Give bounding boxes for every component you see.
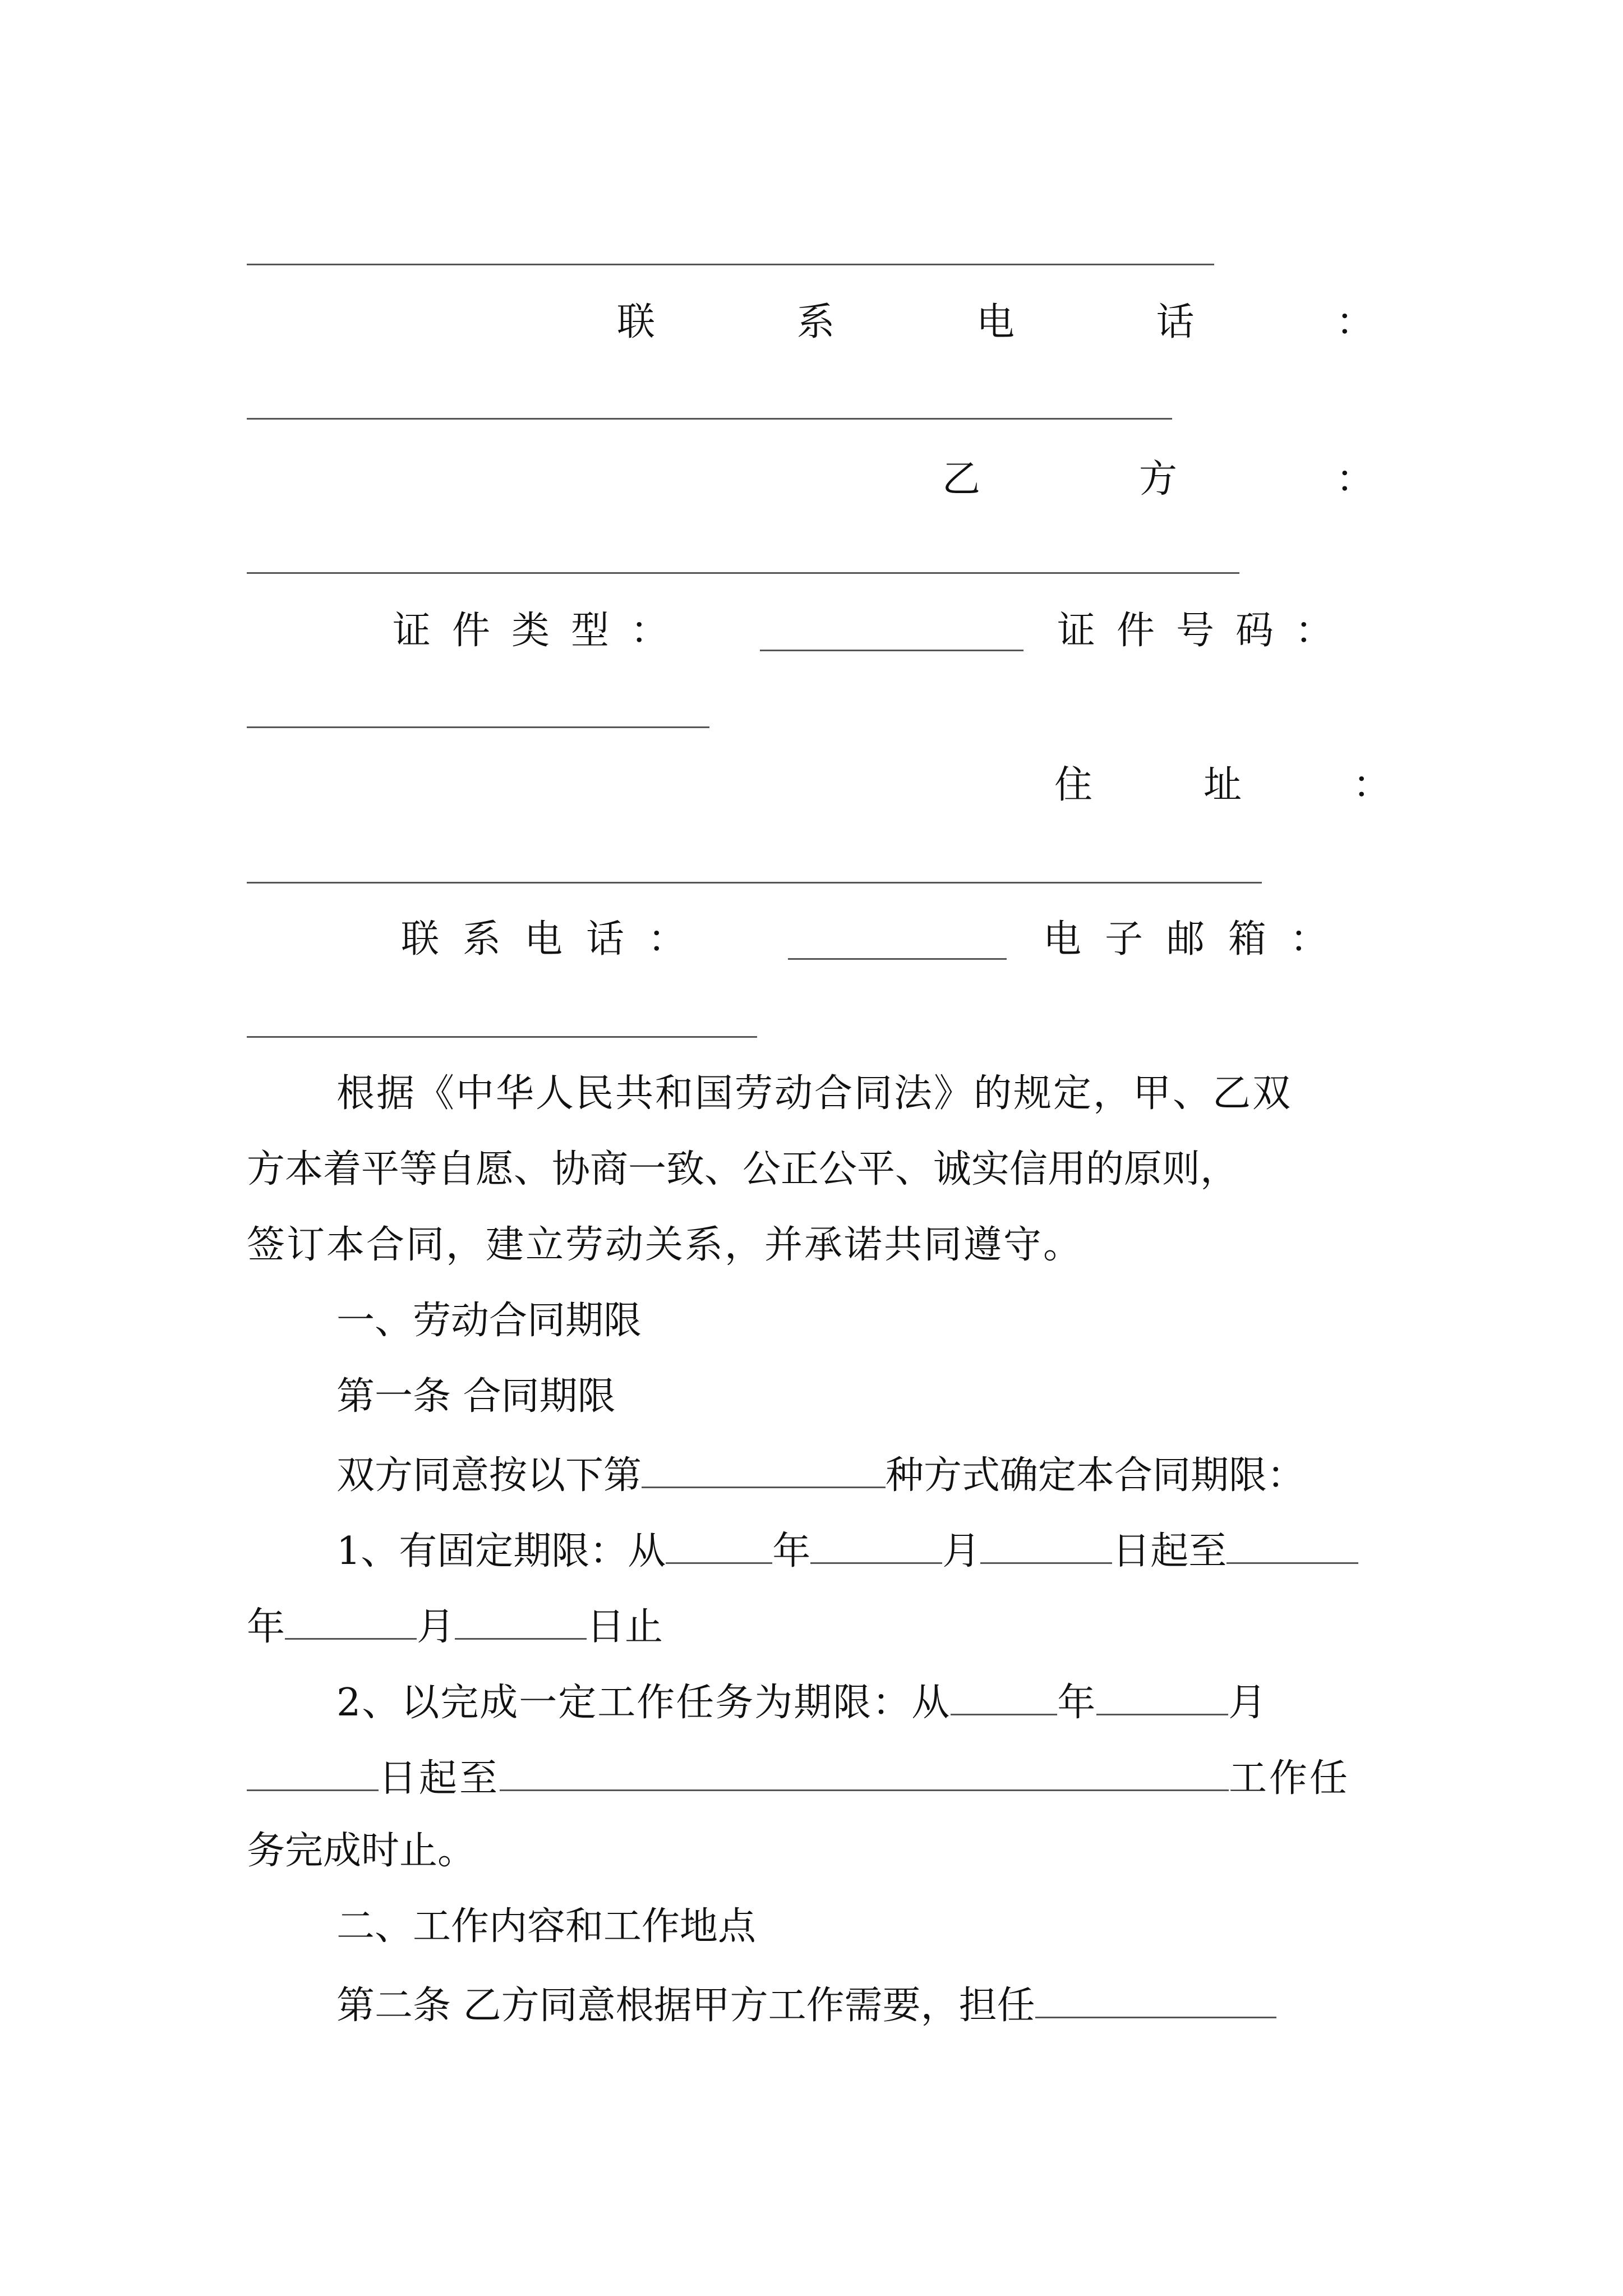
label-colon: ： — [1335, 457, 1374, 501]
section-title: 二、工作内容和工作地点 — [336, 1904, 757, 1949]
party-a-phone-label — [247, 297, 1374, 348]
party-b-phone-field[interactable] — [788, 958, 1007, 960]
day-from-label: 日起至 — [379, 1756, 500, 1801]
fixed-start-day-field[interactable] — [980, 1523, 1112, 1564]
party-b-label — [247, 454, 1374, 505]
id-number-label: 证件号码： — [1057, 609, 1355, 653]
fixed-term-line-2 — [247, 1599, 663, 1653]
task-term-prefix: 2、以完成一定工作任务为期限：从 — [336, 1681, 951, 1725]
label-colon: ： — [1352, 763, 1391, 807]
fixed-end-year-field[interactable] — [1227, 1523, 1358, 1564]
article-2-line — [336, 1977, 1276, 2031]
party-a-phone-underline[interactable] — [247, 418, 1172, 420]
party-b-underline[interactable] — [247, 572, 1239, 574]
position-field[interactable] — [1035, 1977, 1276, 2018]
label-char: 系 — [796, 300, 835, 344]
id-type-field[interactable] — [760, 650, 1023, 651]
label-char: 话 — [1156, 300, 1195, 344]
field-underline — [247, 264, 1214, 265]
party-b-phone-label: 联系电话： — [401, 917, 710, 961]
month-label: 月 — [417, 1605, 455, 1649]
address-field[interactable] — [247, 882, 1262, 884]
task-start-month-field[interactable] — [1096, 1674, 1228, 1715]
method-line — [336, 1447, 1305, 1501]
year-label: 年 — [772, 1529, 811, 1573]
fixed-start-year-field[interactable] — [666, 1523, 772, 1564]
task-start-day-field[interactable] — [247, 1750, 379, 1791]
article-title: 第一条 合同期限 — [336, 1374, 616, 1419]
fixed-term-line — [336, 1523, 1358, 1577]
fixed-term-prefix: 1、有固定期限：从 — [336, 1529, 666, 1573]
label-char: 住 — [1054, 763, 1093, 807]
label-char: 址 — [1203, 763, 1242, 807]
method-number-field[interactable] — [642, 1447, 886, 1488]
section-title: 一、劳动合同期限 — [336, 1299, 642, 1343]
method-suffix: 种方式确定本合同期限： — [886, 1453, 1306, 1498]
method-prefix: 双方同意按以下第 — [336, 1453, 642, 1498]
label-char: 乙 — [942, 457, 981, 501]
address-label — [247, 760, 1391, 811]
id-number-field[interactable] — [247, 726, 709, 728]
intro-line: 方本着平等自愿、协商一致、公正公平、诚实信用的原则， — [247, 1147, 1239, 1191]
year-label: 年 — [1057, 1681, 1097, 1725]
day-end-label: 日止 — [587, 1605, 663, 1649]
task-term-line — [336, 1674, 1267, 1728]
fixed-start-month-field[interactable] — [810, 1523, 942, 1564]
fixed-end-month-field[interactable] — [285, 1599, 417, 1640]
task-term-line-2 — [247, 1750, 1350, 1804]
task-start-year-field[interactable] — [951, 1674, 1057, 1715]
party-b-email-label: 电子邮箱： — [1043, 917, 1352, 961]
month-label: 月 — [1228, 1681, 1268, 1725]
task-description-field[interactable] — [500, 1750, 1229, 1791]
month-label: 月 — [942, 1529, 981, 1573]
id-type-label: 证件类型： — [393, 609, 690, 653]
fixed-end-day-field[interactable] — [455, 1599, 587, 1640]
label-char: 电 — [976, 300, 1015, 344]
label-char: 方 — [1138, 457, 1177, 501]
day-from-label: 日起至 — [1112, 1529, 1227, 1573]
label-colon: ： — [1335, 300, 1374, 344]
task-suffix: 工作任 — [1229, 1756, 1350, 1801]
label-char: 联 — [617, 300, 656, 344]
intro-line: 签订本合同，建立劳动关系，并承诺共同遵守。 — [247, 1223, 1083, 1267]
party-b-email-field[interactable] — [247, 1036, 757, 1038]
year-label: 年 — [247, 1605, 285, 1649]
intro-line: 根据《中华人民共和国劳动合同法》的规定，甲、乙双 — [336, 1071, 1293, 1116]
article-2-text: 第二条 乙方同意根据甲方工作需要，担任 — [336, 1984, 1035, 2028]
task-term-line-3: 务完成时止。 — [247, 1829, 476, 1873]
